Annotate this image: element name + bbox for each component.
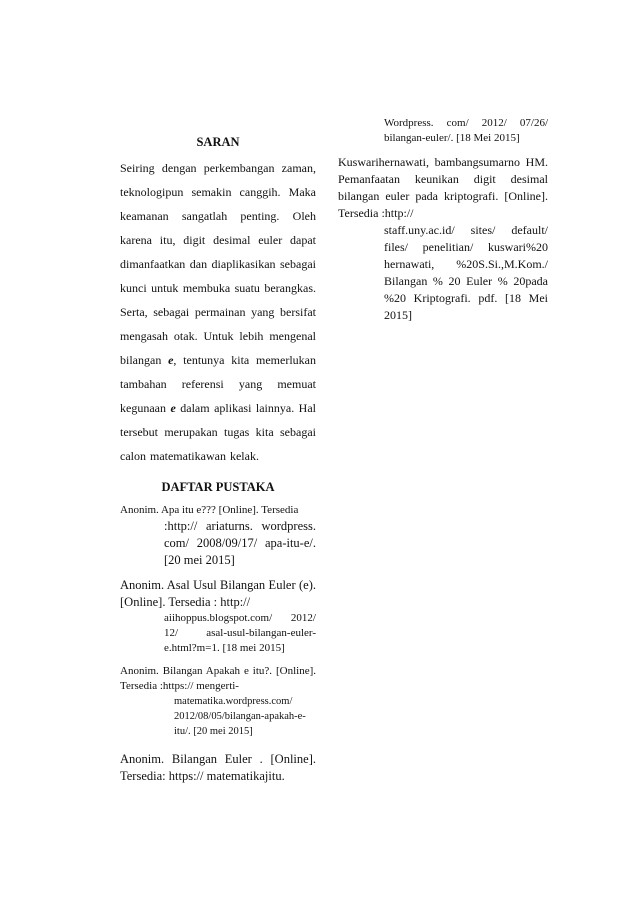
reference-2-continuation: aiihoppus.blogspot.com/ 2012/ 12/ asal-usul-bilangan-euler-e.html?m=1. [18 mei 2015] [164,612,316,654]
reference-5 [338,154,548,324]
daftar-pustaka-heading: DAFTAR PUSTAKA [161,480,275,494]
reference-4 [120,751,316,785]
saran-text-1: Seiring dengan perkembangan zaman, teknologipun semakin canggih. Maka keamanan sangatlah penting. Oleh karena itu, digit desimal euler dapat dimanfaatkan dan diaplikasikan sebagai kunci untuk membuka suatu berangkas. Serta, sebagai permainan yang bersifat mengasah otak. Untuk lebih mengenal bilangan [120,161,316,367]
reference-1-continuation: :http:// ariaturns. wordpress. com/ 2008/09/17/ apa-itu-e/. [20 mei 2015] [164,519,316,567]
saran-text-2: , tentunya kita memerlukan tambahan referensi yang memuat kegunaan [120,353,316,415]
saran-text-3: dalam aplikasi lainnya. Hal tersebut merupakan tugas kita sebagai calon matematikawan kelak. [120,401,317,463]
reference-5-first-line: Kuswarihernawati, bambangsumarno HM. Pemanfaatan keunikan digit desimal bilangan euler pada kriptografi. [Online]. Tersedia :http:// [338,155,548,220]
reference-2 [120,577,316,656]
reference-5-continuation: staff.uny.ac.id/ sites/ default/ files/ penelitian/ kuswari%20 hernawati, %20S.Si.,M.Kom./ Bilangan % 20 Euler % 20pada %20 Kriptografi. pdf. [18 Mei 2015] [384,223,548,322]
reference-4-first-line: Anonim. Bilangan Euler . [Online]. Tersedia: https:// matematikajitu. [120,752,316,783]
left-column [120,130,316,793]
saran-heading: SARAN [196,135,240,149]
saran-e-symbol-1: e [168,353,174,367]
right-column [338,116,548,324]
reference-2-first-line: Anonim. Asal Usul Bilangan Euler (e). [Online]. Tersedia : http:// [120,578,316,609]
reference-1 [120,503,316,569]
reference-3 [120,664,316,739]
saran-paragraph [120,156,316,468]
reference-4-continuation: Wordpress. com/ 2012/ 07/26/ bilangan-euler/. [18 Mei 2015] [384,117,548,144]
reference-3-continuation: matematika.wordpress.com/ 2012/08/05/bilangan-apakah-e-itu/. [20 mei 2015] [174,696,306,737]
reference-1-first-line: Anonim. Apa itu e??? [Online]. Tersedia [120,504,299,516]
reference-3-first-line: Anonim. Bilangan Apakah e itu?. [Online]. Tersedia :https:// mengerti- [120,665,316,692]
saran-e-symbol-2: e [170,401,176,415]
